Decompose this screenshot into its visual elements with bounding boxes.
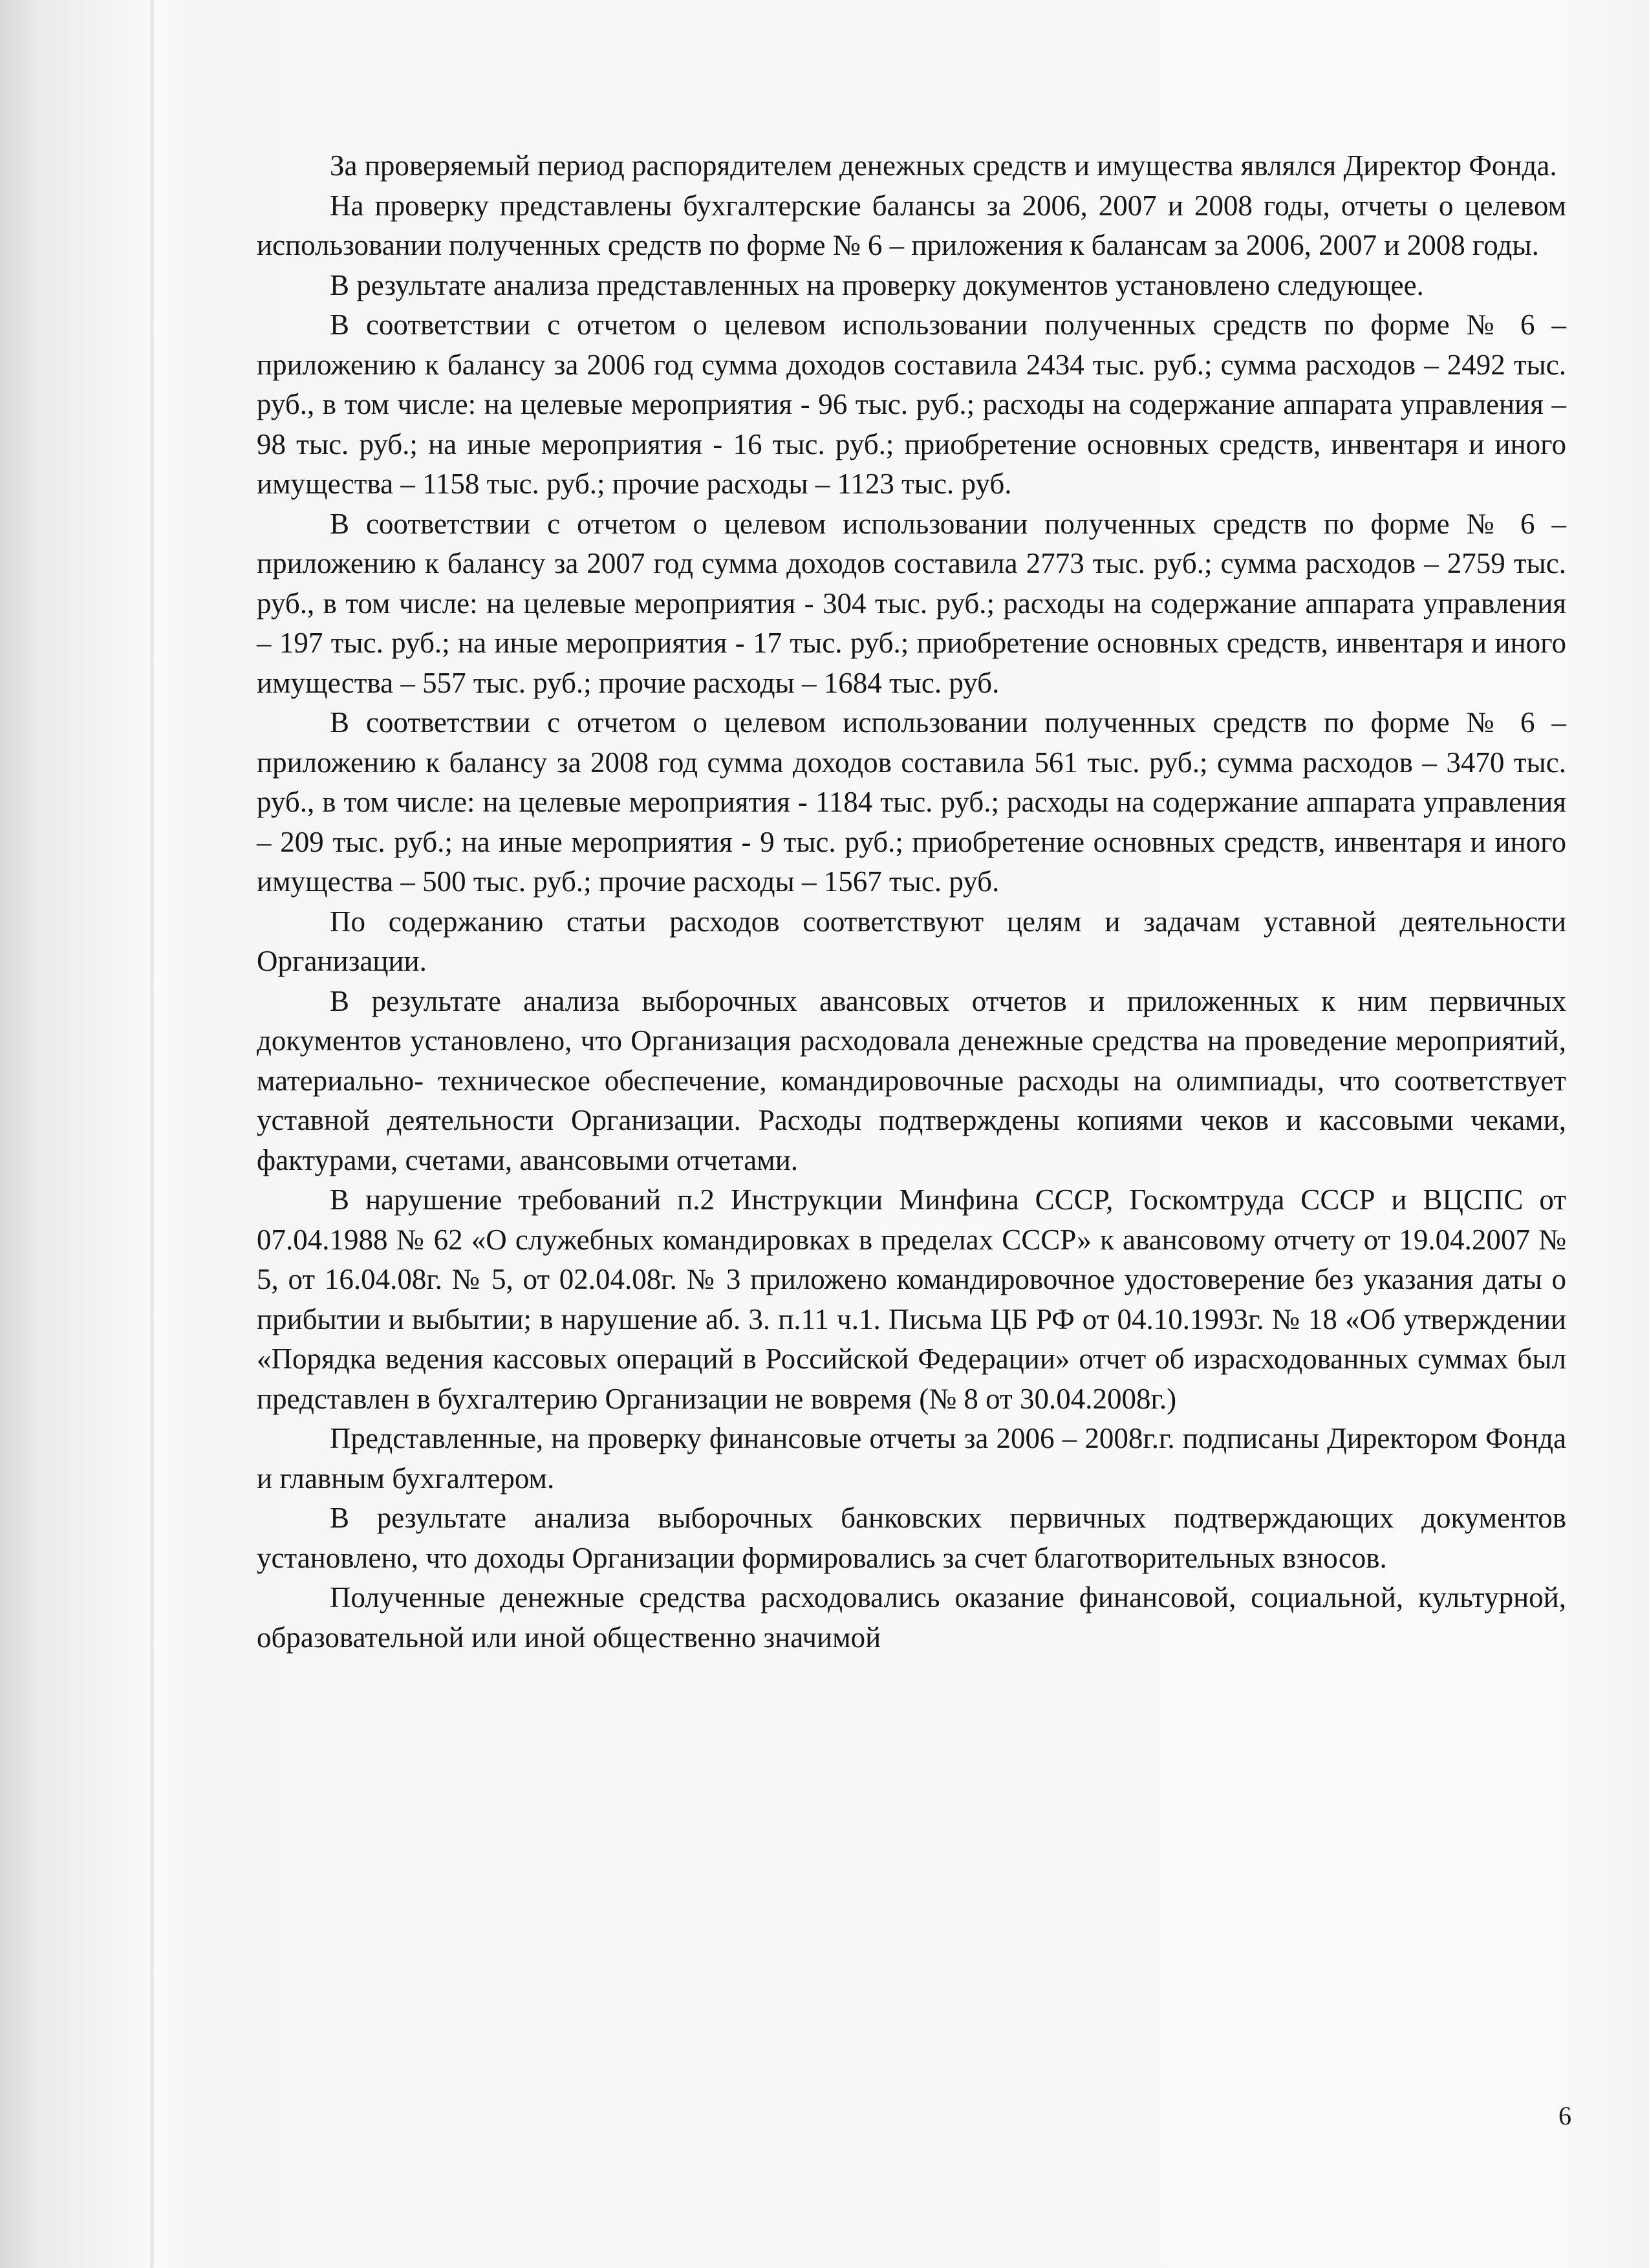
paragraph-10: Представленные, на проверку финансовые отчеты за 2006 – 2008г.г. подписаны Директором Фонда и главным бухгалтером. (257, 1422, 1566, 1495)
page-fold-shadow (150, 0, 154, 2268)
paragraph-2: На проверку представлены бухгалтерские балансы за 2006, 2007 и 2008 годы, отчеты о целевом использовании полученных средств по форме № 6 – приложения к балансам за 2006, 2007 и 2008 годы. (257, 189, 1566, 261)
paragraph-8: В результате анализа выборочных авансовых отчетов и приложенных к ним первичных документов установлено, что Организация расходовала денежные средства на проведение мероприятий, материально- техническое обеспечение, командировочные расходы на олимпиады, что соответствует уставной деятельности Организации. Расходы подтверждены копиями чеков и кассовыми чеками, фактурами, счетами, авансовыми отчетами. (257, 984, 1566, 1176)
paragraph-12: Полученные денежные средства расходовались оказание финансовой, социальной, культурной, образовательной или иной общественно значимой (257, 1581, 1566, 1654)
paragraph-4: В соответствии с отчетом о целевом использовании полученных средств по форме № 6 – приложению к балансу за 2006 год сумма доходов составила 2434 тыс. руб.; сумма расходов – 2492 тыс. руб., в том числе: на целевые мероприятия - 96 тыс. руб.; расходы на содержание аппарата управления – 98 тыс. руб.; на иные мероприятия - 16 тыс. руб.; приобретение основных средств, инвентаря и иного имущества – 1158 тыс. руб.; прочие расходы – 1123 тыс. руб. (257, 308, 1566, 500)
document-body (257, 146, 1566, 1658)
paragraph-6: В соответствии с отчетом о целевом использовании полученных средств по форме № 6 – приложению к балансу за 2008 год сумма доходов составила 561 тыс. руб.; сумма расходов – 3470 тыс. руб., в том числе: на целевые мероприятия - 1184 тыс. руб.; расходы на содержание аппарата управления – 209 тыс. руб.; на иные мероприятия - 9 тыс. руб.; приобретение основных средств, инвентаря и иного имущества – 500 тыс. руб.; прочие расходы – 1567 тыс. руб. (257, 706, 1566, 898)
paragraph-3: В результате анализа представленных на проверку документов установлено следующее. (330, 268, 1424, 301)
paragraph-7: По содержанию статьи расходов соответствуют целям и задачам уставной деятельности Организации. (257, 905, 1566, 977)
paragraph-5: В соответствии с отчетом о целевом использовании полученных средств по форме № 6 – приложению к балансу за 2007 год сумма доходов составила 2773 тыс. руб.; сумма расходов – 2759 тыс. руб., в том числе: на целевые мероприятия - 304 тыс. руб.; расходы на содержание аппарата управления – 197 тыс. руб.; на иные мероприятия - 17 тыс. руб.; приобретение основных средств, инвентаря и иного имущества – 557 тыс. руб.; прочие расходы – 1684 тыс. руб. (257, 507, 1566, 699)
paragraph-1: За проверяемый период распорядителем денежных средств и имущества являлся Директор Фонда. (330, 149, 1557, 182)
page-number: 6 (1558, 2101, 1571, 2130)
paragraph-9: В нарушение требований п.2 Инструкции Минфина СССР, Госкомтруда СССР и ВЦСПС от 07.04.1988 № 62 «О служебных командировках в пределах СССР» к авансовому отчету от 19.04.2007 № 5, от 16.04.08г. № 5, от 02.04.08г. № 3 приложено командировочное удостоверение без указания даты о прибытии и выбытии; в нарушение аб. 3. п.11 ч.1. Письма ЦБ РФ от 04.10.1993г. № 18 «Об утверждении «Порядка ведения кассовых операций в Российской Федерации» отчет об израсходованных суммах был представлен в бухгалтерию Организации не вовремя (№ 8 от 30.04.2008г.) (257, 1183, 1566, 1415)
paragraph-11: В результате анализа выборочных банковских первичных подтверждающих документов установлено, что доходы Организации формировались за счет благотворительных взносов. (257, 1502, 1566, 1574)
